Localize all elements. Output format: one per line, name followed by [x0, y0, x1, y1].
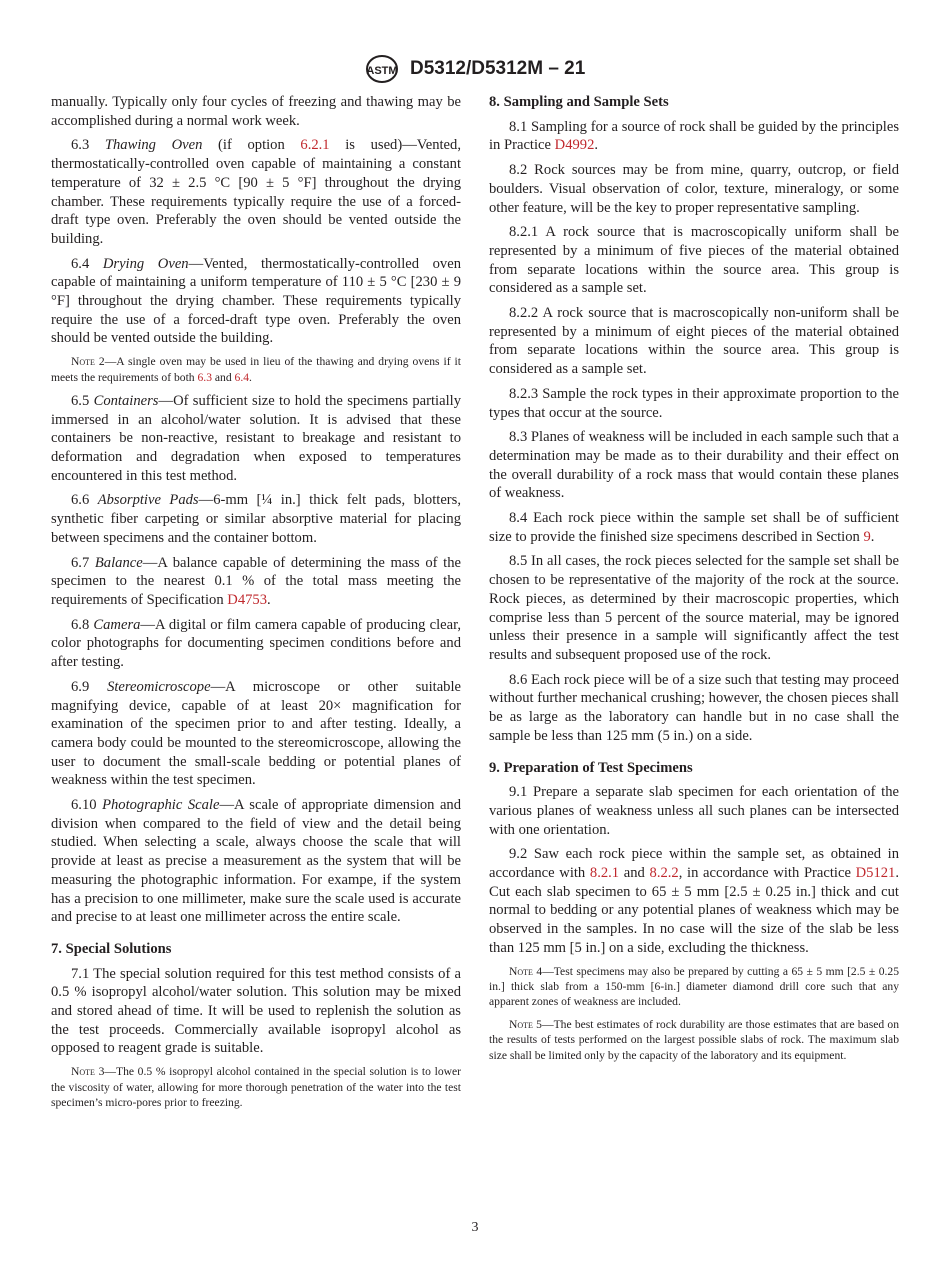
term-title: Drying Oven — [102, 255, 189, 272]
text-run: 9.1 Prepare a separate slab specimen for each orientation of the various planes of weakness unless all such planes can be intersected with one orientation. — [489, 784, 899, 838]
text-run: 6.7 — [71, 554, 95, 571]
note-paragraph — [489, 964, 899, 1010]
body-paragraph — [51, 965, 461, 1059]
note-label: Note — [509, 1017, 533, 1031]
term-title: Stereomicroscope — [107, 678, 211, 695]
note-label: Note — [509, 964, 533, 978]
term-title: Balance — [94, 554, 143, 571]
term-title: Photographic Scale — [102, 797, 220, 814]
body-paragraph — [489, 161, 899, 217]
page-number: 3 — [471, 1220, 479, 1235]
text-run: —6-mm [¼ in.] thick felt pads, blotters, synthetic fiber carpeting or similar absorptive material for placing between specimens and the container bottom. — [51, 492, 461, 546]
body-paragraph — [51, 255, 461, 349]
text-run: 8.4 Each rock piece within the sample set shall be of sufficient size to provide the finished size specimens described in Section — [489, 510, 899, 545]
cross-reference-link[interactable]: 6.4 — [234, 370, 250, 384]
text-run: 6.10 — [71, 797, 103, 814]
text-run: 8.6 Each rock piece will be of a size such that testing may proceed without further mechanical crushing; however, the chosen pieces shall be as large as the laboratory can handle but in no case shall the sample be less than 125 mm (5 in.) on a side. — [489, 671, 899, 744]
text-run: 6.5 — [71, 392, 94, 409]
note-paragraph — [51, 1064, 461, 1110]
section-heading — [51, 940, 461, 959]
text-run: . — [870, 528, 875, 545]
body-paragraph — [51, 616, 461, 672]
text-run: 4—Test specimens may also be prepared by cutting a 65 ± 5 mm [2.5 ± 0.25 in.] thick slab from a 150-mm [6-in.] diameter diamond drill core such that any apparent zones of weakness are included. — [489, 964, 899, 1009]
body-paragraph — [51, 136, 461, 248]
text-run: 7. Special Solutions — [51, 940, 172, 957]
text-run: 6.4 — [71, 255, 103, 272]
body-paragraph — [489, 223, 899, 298]
text-run: 8.1 Sampling for a source of rock shall be guided by the principles in Practice — [489, 118, 899, 154]
section-heading — [489, 93, 899, 112]
term-title: Absorptive Pads — [97, 492, 199, 509]
text-run: and — [212, 370, 235, 384]
text-run: —A scale of appropriate dimension and division when compared to the field of view and the detail being studied. When selecting a scale, always choose the scale that will provide at least as precise a measurement as the system that will be measuring the photographic information. For exampe, if the system has a precision to one millimeter, make sure the scale used is accurate and precise to at least one millimeter across the entire scale. — [51, 797, 462, 926]
cross-reference-link[interactable]: 8.2.1 — [589, 865, 620, 882]
body-paragraph — [51, 491, 461, 547]
text-run: 8.2.1 A rock source that is macroscopically uniform shall be represented by a minimum of five pieces of the material obtained from separate locations within the source area. This group is considered as a sample set. — [489, 224, 899, 297]
text-run: 8.2.2 A rock source that is macroscopically non-uniform shall be represented by a minimum of eight pieces of the material obtained from separate locations within the source area. This group is considered as a sample set. — [489, 305, 899, 378]
body-paragraph — [51, 392, 461, 486]
text-run: 8.3 Planes of weakness will be included in each sample such that a determination may be made as to their durability and their effect on the overall durability of a rock mass that would contain these planes of weakness. — [489, 429, 899, 502]
body-paragraph — [489, 428, 899, 503]
text-run: . — [249, 370, 252, 384]
note-label: Note — [71, 355, 95, 369]
text-run: (if option — [202, 137, 301, 154]
term-title: Camera — [93, 616, 141, 633]
body-paragraph — [489, 783, 899, 839]
body-paragraph — [51, 93, 461, 130]
cross-reference-link[interactable]: D5121 — [855, 865, 896, 882]
text-run: 9. Preparation of Test Specimens — [489, 759, 693, 776]
note-paragraph — [489, 1017, 899, 1063]
cross-reference-link[interactable]: D4992 — [554, 137, 595, 154]
body-paragraph — [489, 304, 899, 379]
text-run: 8.2.3 Sample the rock types in their approximate proportion to the types that occur at the source. — [489, 385, 899, 421]
text-run: 2—A single oven may be used in lieu of the thawing and drying ovens if it meets the requirements of both — [51, 355, 461, 384]
cross-reference-link[interactable]: 6.3 — [197, 370, 212, 384]
term-title: Thawing Oven — [104, 137, 203, 154]
note-label: Note — [71, 1065, 95, 1079]
text-run: 6.3 — [71, 137, 105, 154]
cross-reference-link[interactable]: 6.2.1 — [300, 137, 330, 154]
left-column — [51, 93, 461, 1117]
cross-reference-link[interactable]: D4753 — [227, 591, 268, 608]
text-run: and — [619, 865, 650, 882]
note-paragraph — [51, 354, 461, 385]
text-run: , in accordance with Practice — [678, 865, 856, 882]
term-title: Containers — [93, 392, 159, 409]
text-run: . Cut each slab specimen to 65 ± 5 mm [2.5 ± 0.25 in.] thick and cut normal to bedding or any potential planes of weakness which may be observed in the samples. In no case will the size of the slab be less than 125 mm [5 in.] on a side, excluding the thickness. — [489, 865, 899, 956]
body-paragraph — [489, 552, 899, 664]
text-run: —Vented, thermostatically-controlled oven capable of maintaining a uniform temperature of 110 ± 5 °C [230 ± 9 °F] throughout the drying chamber. These requirements typically require the use of a forced-draft type oven. Preferably the oven should be vented outside the building. — [51, 255, 461, 347]
page-header — [0, 54, 950, 84]
text-run: 8. Sampling and Sample Sets — [489, 94, 669, 110]
body-paragraph — [489, 845, 899, 957]
text-run: 7.1 The special solution required for this test method consists of a 0.5 % isopropyl alcohol/water solution. This solution may be mixed and stored ahead of time. It will be used to replenish the solution as the test proceeds. Commercially available isopropyl alcohol as opposed to reagent grade is suitable. — [51, 965, 461, 1057]
text-run: 3—The 0.5 % isopropyl alcohol contained in the special solution is to lower the viscosity of water, allowing for more thorough penetration of the water into the test specimen’s micro-pores prior to freezing. — [51, 1065, 461, 1109]
text-run: manually. Typically only four cycles of freezing and thawing may be accomplished during a normal work week. — [51, 94, 461, 129]
body-paragraph — [489, 118, 899, 155]
text-run: 8.2 Rock sources may be from mine, quarry, outcrop, or field boulders. Visual observation of color, texture, mineralogy, or some other feature, will be the key to proper representative sampling. — [489, 162, 899, 216]
text-run: 6.8 — [71, 616, 94, 633]
text-run: 9.2 Saw each rock piece within the sample set, as obtained in accordance with — [489, 846, 899, 882]
body-paragraph — [489, 385, 899, 422]
document-designation: D5312/D5312M – 21 — [409, 58, 586, 79]
text-run: 5—The best estimates of rock durability are those estimates that are based on the results of tests performed on the largest possible slabs of rock. The maximum slab size shall be limited only by the capacity of the laboratory and its equipment. — [489, 1017, 899, 1062]
section-heading — [489, 759, 899, 778]
text-run: . — [267, 591, 271, 608]
right-column — [489, 93, 899, 1070]
body-paragraph — [51, 796, 461, 927]
text-run: . — [594, 137, 599, 154]
cross-reference-link[interactable]: 9 — [863, 528, 871, 545]
cross-reference-link[interactable]: 8.2.2 — [649, 865, 679, 882]
text-run: 6.6 — [71, 492, 98, 509]
svg-text:ASTM: ASTM — [366, 65, 398, 77]
body-paragraph — [489, 509, 899, 546]
text-run: —A microscope or other suitable magnifying device, capable of at least 20× magnification for examination of the specimen prior to and after testing. Ideally, a camera body could be mounted to the stereomicroscope, allowing the user to document the small-scale bedding or potential planes of weakness within the test specimen. — [51, 678, 461, 789]
body-paragraph — [51, 678, 461, 790]
body-paragraph — [489, 671, 899, 746]
text-run: —A balance capable of determining the mass of the specimen to the nearest 0.1 % of the total mass meeting the requirements of Specification — [51, 554, 461, 608]
text-run: is used)—Vented, thermostatically-controlled oven capable of maintaining a constant temperature of 32 ± 2.5 °C [90 ± 5 °F] throughout the drying chamber. These requirements typically require the use of a forced-draft type oven. Preferably the oven should be vented outside the building. — [51, 137, 461, 247]
text-run: —A digital or film camera capable of producing clear, color photographs for documenting specimen conditions before and after testing. — [51, 616, 462, 671]
text-run: 6.9 — [71, 678, 108, 695]
text-run: 8.5 In all cases, the rock pieces selected for the sample set shall be chosen to be representative of the majority of the rock at the source. Rock pieces, as determined by their macroscopic properties, which comprise less than 5 percent of the source material, may be ignored unless their presence in a sample will significantly affect the test results and subsequent proposed use of the rock. — [489, 553, 899, 663]
astm-logo-icon — [365, 54, 399, 84]
text-run: —Of sufficient size to hold the specimens partially immersed in an alcohol/water solution. It is advised that these containers be non-reactive, resistant to breakage and resistant to deformation and degradation when exposed to temperatures encountered in this test method. — [51, 392, 461, 484]
body-paragraph — [51, 554, 461, 610]
